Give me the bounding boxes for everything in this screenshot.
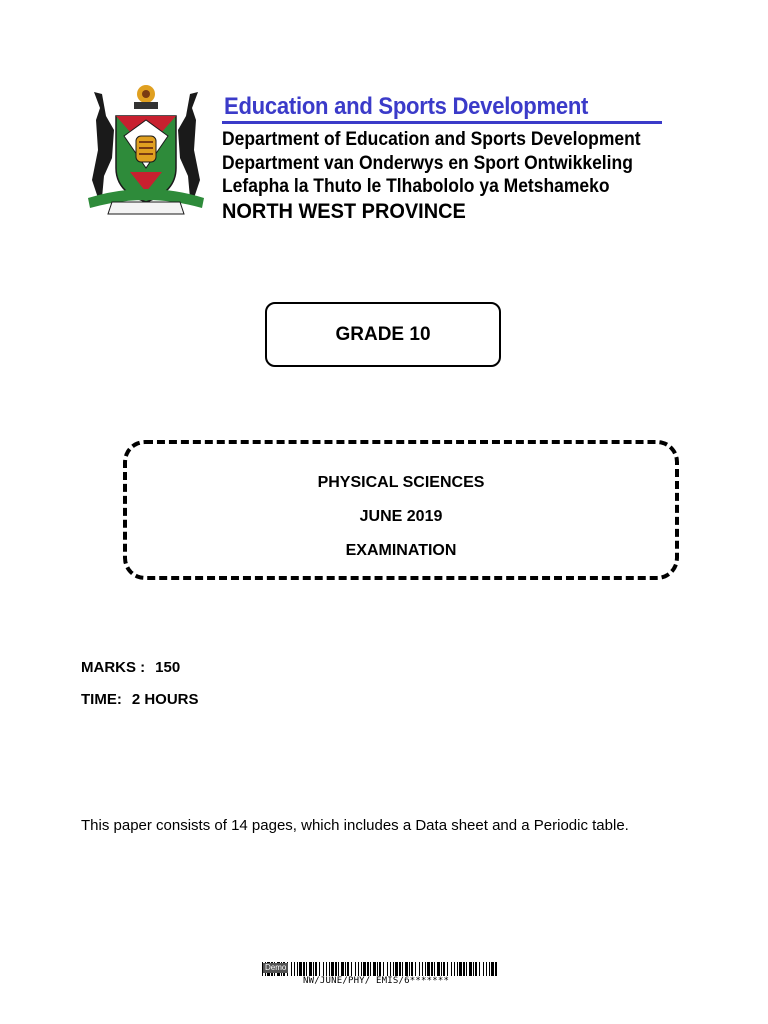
paper-pages-note: This paper consists of 14 pages, which includes a Data sheet and a Periodic table.	[81, 817, 629, 834]
barcode	[262, 962, 498, 976]
time-label: TIME:	[81, 691, 122, 708]
marks-value: 150	[155, 659, 181, 676]
department-line-english: Department of Education and Sports Development	[222, 129, 641, 150]
demo-label: Demo	[265, 963, 287, 972]
marks-label: MARKS :	[81, 659, 146, 676]
header-title: Education and Sports Development	[224, 93, 589, 120]
grade-label: GRADE 10	[335, 323, 431, 345]
department-line-setswana: Lefapha la Thuto le Tlhabololo ya Metshameko	[222, 176, 610, 197]
department-line-afrikaans: Department van Onderwys en Sport Ontwikkeling	[222, 153, 633, 174]
coat-of-arms-icon	[84, 80, 208, 225]
province-name: NORTH WEST PROVINCE	[222, 200, 466, 223]
time-info	[81, 691, 199, 708]
marks-info	[81, 659, 180, 676]
exam-subject: PHYSICAL SCIENCES	[317, 474, 485, 491]
exam-type: EXAMINATION	[345, 542, 457, 559]
barcode-text: NW/JUNE/PHY/ EMIS/6*******	[303, 976, 450, 986]
grade-box	[265, 302, 501, 367]
exam-details-box	[123, 440, 679, 580]
header-underline	[222, 121, 662, 124]
time-value: 2 HOURS	[131, 691, 199, 708]
exam-session: JUNE 2019	[359, 508, 443, 525]
